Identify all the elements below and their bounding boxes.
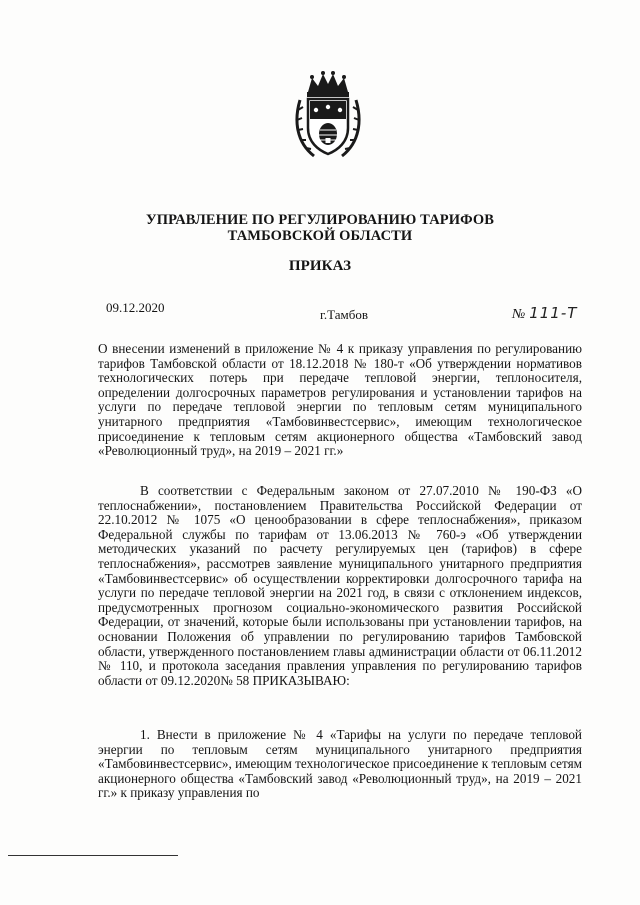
number-sign: № [512,307,526,322]
footer-divider [8,855,178,856]
document-date: 09.12.2020 [106,300,165,315]
document-city: г.Тамбов [320,307,368,322]
preamble-paragraph: В соответствии с Федеральным законом от 27.07.2010 № 190-ФЗ «О теплоснабжении», постановлением Правительства Российской Федерации от 22.10.2012 № 1075 «О ценообразовании в сфере теплоснабжения», приказом Федеральной службы по тарифам от 13.06.2013 № 760-э «Об утверждении методических указаний по расчету регулируемых цен (тарифов) в сфере теплоснабжения», рассмотрев заявление муниципального унитарного предприятия «Тамбовинвестсервис» об осуществлении корректировки долгосрочного тарифа на услуги по передаче тепловой энергии на 2021 год, в связи с отклонением индексов, предусмотренных прогнозом социально-экономического развития Российской Федерации, от значений, которые были использованы при установлении тарифов, на основании Положения об управлении по регулированию тарифов Тамбовской области, утвержденного постановлением главы администрации области от 06.11.2012 № 110, и протокола заседания правления управления по регулированию тарифов области от 09.12.2020№ 58 ПРИКАЗЫВАЮ: [98,483,582,688]
document-number [512,305,577,323]
handwritten-number: 111-Т [529,304,578,322]
organization-name-line1: УПРАВЛЕНИЕ ПО РЕГУЛИРОВАНИЮ ТАРИФОВ [145,212,495,228]
coat-of-arms-icon [294,70,362,162]
organization-name-line2: ТАМБОВСКОЙ ОБЛАСТИ [227,228,413,244]
document-type-title: ПРИКАЗ [288,258,352,274]
clause-1-paragraph: 1. Внести в приложение № 4 «Тарифы на услуги по передаче тепловой энергии по тепловым сетям муниципального унитарного предприятия «Тамбовинвестсервис», имеющим технологическое присоединение к тепловым сетям акционерного общества «Тамбовский завод «Революционный труд», на 2019 – 2021 гг.» к приказу управления по [98,727,582,801]
order-subject: О внесении изменений в приложение № 4 к приказу управления по регулированию тарифов Тамбовской области от 18.12.2018 № 180-т «Об утверждении нормативов технологических потерь при передаче тепловой энергии, теплоносителя, определении долгосрочных параметров регулирования и установлении тарифов на услуги по передаче тепловой энергии по тепловым сетям муниципального унитарного предприятия «Тамбовинвестсервис», имеющим технологическое присоединение к тепловым сетям акционерного общества «Тамбовский завод «Революционный труд», на 2019 – 2021 гг.» [98,341,582,459]
